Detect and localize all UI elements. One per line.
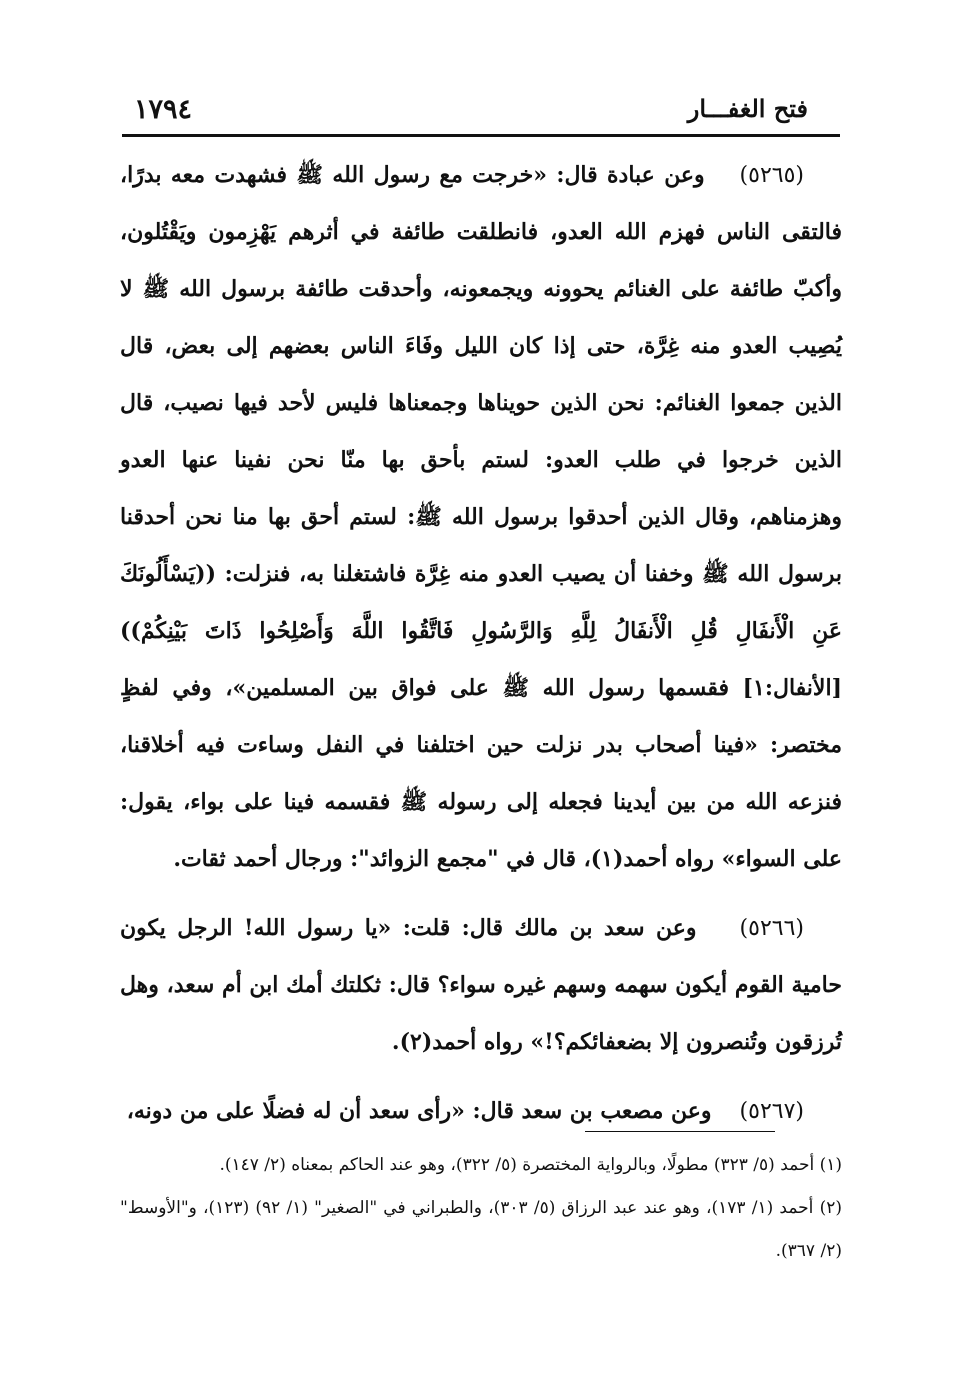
hadith-number: (٥٢٦٧): [739, 1099, 804, 1124]
hadith-paragraph: [120, 900, 842, 1071]
hadith-paragraph: [120, 147, 842, 888]
hadith-text: وعن سعد بن مالك قال: قلت: «يا رسول الله! الرجل يكون حامية القوم أيكون سهمه وسهم غيره سواء؟ قال: ثكلتك أمك ابن أم سعد، وهل تُرزقون وتُنصرون إلا بضعفائكم؟!» رواه أحمد(٢).: [120, 915, 842, 1055]
hadith-number: (٥٢٦٥): [739, 163, 804, 188]
hadith-number: (٥٢٦٦): [739, 916, 804, 941]
header-rule: [122, 134, 840, 137]
footnote-separator: [585, 1131, 775, 1132]
main-text: [120, 147, 842, 1140]
running-header: [120, 92, 842, 136]
footnote: (٢) أحمد (١/ ١٧٣)، وهو عند عبد الرزاق (٥/ ٣٠٣)، والطبراني في "الصغير" (١/ ٩٢) (١٢٣)، و"الأوسط" (٢/ ٣٦٧).: [120, 1198, 842, 1261]
page-number: ١٧٩٤: [134, 94, 193, 125]
footnotes: [120, 1144, 842, 1273]
footnote: (١) أحمد (٥/ ٣٢٣) مطولًا، وبالرواية المختصرة (٥/ ٣٢٢)، وهو عند الحاكم بمعناه (٢/ ١٤٧).: [219, 1155, 842, 1175]
hadith-text: وعن مصعب بن سعد قال: «رأى سعد أن له فضلًا على من دونه،: [126, 1098, 712, 1124]
book-title: فتح الغفـــار: [687, 94, 808, 123]
hadith-text: وعن عبادة قال: «خرجت مع رسول الله ﷺ فشهدت معه بدرًا، فالتقى الناس فهزم الله العدو، فانطلقت طائفة في أثرهم يَهْزِمون ويَقْتُلون، وأكبّ طائفة على الغنائم يحوونه ويجمعونه، وأحدقت طائفة برسول الله ﷺ لا يُصِيب العدو منه غِرَّة، حتى إذا كان الليل وفَاءَ الناس بعضهم إلى بعض، قال الذين جمعوا الغنائم: نحن الذين حويناها وجمعناها فليس لأحد فيها نصيب، قال الذين خرجوا في طلب العدو: لستم بأحق بها منّا نحن نفينا عنها العدو وهزمناهم، وقال الذين أحدقوا برسول الله ﷺ: لستم أحق بها منا نحن أحدقنا برسول الله ﷺ وخفنا أن يصيب العدو منه غِرَّة فاشتغلنا به، فنزلت: ((يَسْأَلُونَكَ عَنِ الْأَنفَالِ قُلِ الْأَنفَالُ لِلَّهِ وَالرَّسُولِ فَاتَّقُوا اللَّهَ وَأَصْلِحُوا ذَاتَ بَيْنِكُمْ)) [الأنفال:١] فقسمها رسول الله ﷺ على فواق بين المسلمين»، وفي لفظٍ مختصر: «فينا أصحاب بدر نزلت حين اختلفنا في النفل وساءت فيه أخلاقنا، فنزعه الله من بين أيدينا فجعله إلى رسوله ﷺ فقسمه فينا على بواء، يقول: على السواء» رواه أحمد(١)، قال في "مجمع الزوائد": ورجال أحمد ثقات.: [120, 162, 843, 872]
